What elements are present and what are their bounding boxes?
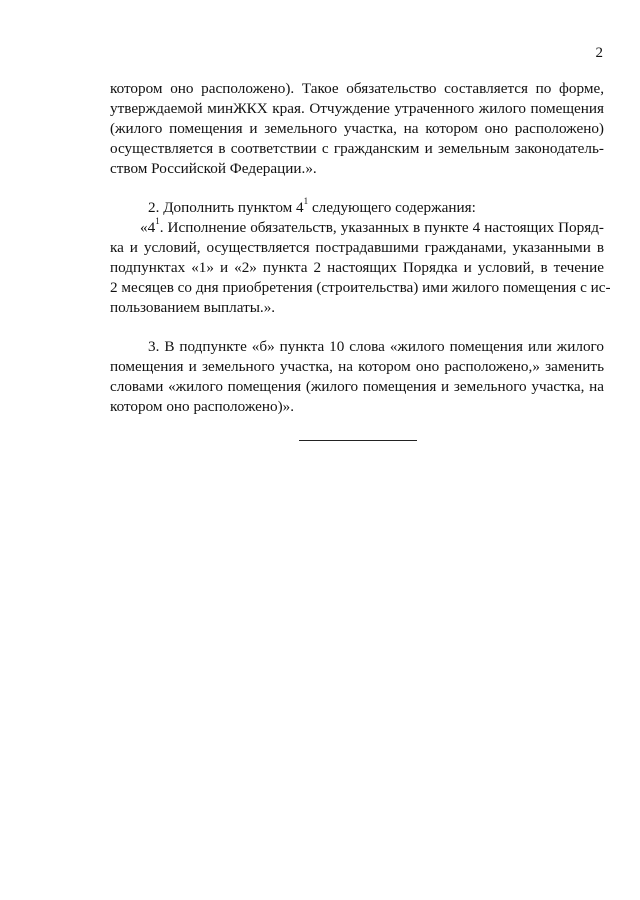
quote-text-after: . Исполнение обязательств, указанных в пункте 4 настоящих Поряд- bbox=[159, 219, 604, 236]
paragraph-gap bbox=[110, 179, 604, 198]
text-line: котором оно расположено)». bbox=[110, 398, 295, 415]
text-line: (жилого помещения и земельного участка, на котором оно расположено) bbox=[110, 120, 604, 137]
text-line: словами «жилого помещения (жилого помещения и земельного участка, на bbox=[110, 378, 604, 395]
superscript: 1 bbox=[303, 195, 309, 206]
text-line: пользованием выплаты.». bbox=[110, 299, 276, 316]
superscript: 1 bbox=[155, 215, 160, 226]
paragraph-gap bbox=[110, 318, 604, 337]
heading-text-after: следующего содержания: bbox=[308, 199, 476, 216]
paragraph-2 bbox=[110, 195, 611, 318]
text-line: осуществляется в соответствии с гражданским и земельным законодатель- bbox=[110, 140, 604, 157]
text-line: ка и условий, осуществляется пострадавшими гражданами, указанными в bbox=[110, 239, 604, 256]
paragraph-1 bbox=[110, 79, 604, 179]
page-number: 2 bbox=[595, 45, 603, 61]
quote-text-before: «4 bbox=[140, 219, 156, 236]
text-line: 2 месяцев со дня приобретения (строительства) ими жилого помещения с ис- bbox=[110, 279, 611, 296]
heading-text-before: 2. Дополнить пунктом 4 bbox=[148, 199, 304, 216]
text-line: подпунктах «1» и «2» пункта 2 настоящих Порядка и условий, в течение bbox=[110, 259, 604, 276]
text-line: ством Российской Федерации.». bbox=[110, 160, 317, 177]
text-line: 3. В подпункте «б» пункта 10 слова «жилого помещения или жилого bbox=[148, 338, 604, 355]
paragraph-2-heading bbox=[110, 195, 604, 218]
closing-divider-line bbox=[299, 440, 417, 441]
text-line: котором оно расположено). Такое обязательство составляется по форме, bbox=[110, 80, 604, 97]
quote-first-line bbox=[110, 215, 604, 238]
text-line: утверждаемой минЖКХ края. Отчуждение утраченного жилого помещения bbox=[110, 100, 604, 117]
text-line: помещения и земельного участка, на котором оно расположено,» заменить bbox=[110, 358, 604, 375]
document-body bbox=[110, 79, 611, 417]
paragraph-3 bbox=[110, 337, 604, 417]
